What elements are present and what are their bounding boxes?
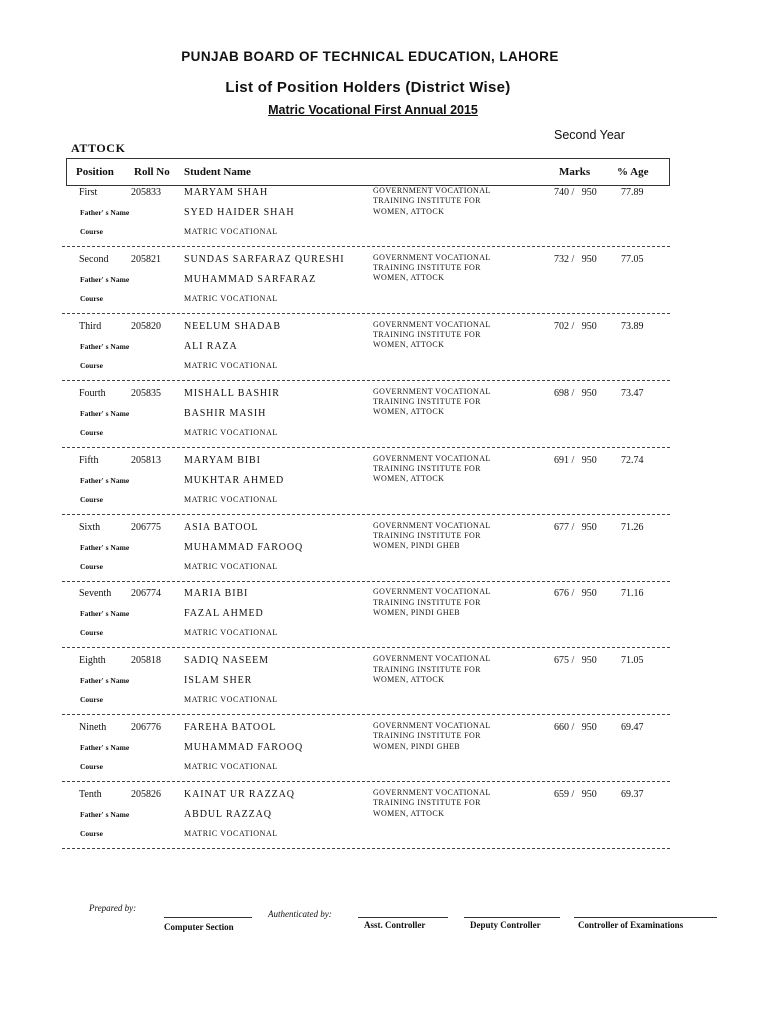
board-title: PUNJAB BOARD OF TECHNICAL EDUCATION, LAHORE [181,49,559,64]
father-name: FAZAL AHMED [184,608,264,620]
marks-value: 740 / 950 [554,187,597,198]
institute-name [373,253,491,284]
institute-line: GOVERNMENT VOCATIONAL [373,252,491,262]
district-name: ATTOCK [71,141,126,155]
roll-number: 205835 [131,387,161,399]
record-separator [62,313,670,314]
institute-line: GOVERNMENT VOCATIONAL [373,520,491,530]
position-holder-record [0,520,768,587]
institute-line: TRAINING INSTITUTE FOR [373,463,481,473]
col-position: Position [76,166,114,178]
position-holder-record [0,720,768,787]
father-name: ALI RAZA [184,340,238,352]
course-name: MATRIC VOCATIONAL [184,829,278,839]
record-separator [62,447,670,448]
student-name: MARYAM BIBI [184,454,261,466]
marks-value: 659 / 950 [554,789,597,801]
institute-name [373,788,491,819]
position-value: First [79,187,98,198]
institute-line: GOVERNMENT VOCATIONAL [373,654,491,664]
father-name-label: Father' s Name [80,475,130,485]
course-name: MATRIC VOCATIONAL [184,695,278,705]
course-name: MATRIC VOCATIONAL [184,293,278,303]
father-name: MUKHTAR AHMED [184,474,285,486]
roll-number: 205820 [131,320,161,332]
marks-value: 677 / 950 [554,521,597,533]
marks-value: 660 / 950 [554,722,597,734]
institute-line: GOVERNMENT VOCATIONAL [373,386,491,396]
position-value: Nineth [79,722,107,734]
course-name: MATRIC VOCATIONAL [184,628,278,638]
institute-line: TRAINING INSTITUTE FOR [373,664,481,674]
father-name: MUHAMMAD FAROOQ [184,541,304,553]
course-name: MATRIC VOCATIONAL [184,427,278,437]
institute-line: GOVERNMENT VOCATIONAL [373,721,491,731]
institute-line: TRAINING INSTITUTE FOR [373,330,481,340]
authenticated-by-label: Authenticated by: [268,909,332,919]
institute-line: WOMEN, PINDI GHEB [373,607,461,617]
institute-line: TRAINING INSTITUTE FOR [373,597,481,607]
institute-name [373,587,491,618]
percentage-value: 73.89 [621,320,644,332]
institute-line: TRAINING INSTITUTE FOR [373,731,481,741]
father-name-label: Father' s Name [80,542,130,552]
father-name-label: Father' s Name [80,743,130,753]
percentage-value: 73.47 [621,387,644,399]
percentage-value: 71.05 [621,655,644,667]
deputy-controller-label: Deputy Controller [470,920,541,930]
marks-value: 702 / 950 [554,320,597,332]
institute-name [373,320,491,351]
student-name: MARIA BIBI [184,588,249,600]
col-roll-no: Roll No [134,166,170,178]
course-label: Course [80,695,103,705]
record-separator [62,246,670,247]
position-value: Third [79,320,102,332]
institute-line: TRAINING INSTITUTE FOR [373,196,481,206]
father-name: BASHIR MASIH [184,407,267,419]
position-value: Eighth [79,655,106,667]
student-name: MARYAM SHAH [184,187,269,198]
marks-value: 732 / 950 [554,253,597,265]
institute-line: WOMEN, ATTOCK [373,674,445,684]
computer-section-signature-line [164,917,252,918]
institute-line: WOMEN, ATTOCK [373,273,445,283]
roll-number: 205813 [131,454,161,466]
institute-name [373,454,491,485]
institute-line: WOMEN, ATTOCK [373,808,445,818]
percentage-value: 71.16 [621,588,644,600]
father-name-label: Father' s Name [80,274,130,284]
course-label: Course [80,227,103,236]
year-label: Second Year [554,128,625,142]
col-marks: Marks [559,166,591,178]
roll-number: 205826 [131,789,161,801]
institute-line: WOMEN, PINDI GHEB [373,741,461,751]
course-label: Course [80,427,103,437]
record-separator [62,380,670,381]
col-student-name: Student Name [184,166,251,178]
institute-line: WOMEN, ATTOCK [373,340,445,350]
father-name: MUHAMMAD FAROOQ [184,742,304,754]
institute-name [373,387,491,418]
percentage-value: 71.26 [621,521,644,533]
roll-number: 206776 [131,722,161,734]
percentage-value: 77.05 [621,253,644,265]
record-separator [62,581,670,582]
student-name: FAREHA BATOOL [184,722,277,734]
father-name-label: Father' s Name [80,341,130,351]
course-label: Course [80,293,103,303]
institute-line: TRAINING INSTITUTE FOR [373,530,481,540]
institute-line: WOMEN, ATTOCK [373,407,445,417]
institute-line: TRAINING INSTITUTE FOR [373,798,481,808]
deputy-controller-signature-line [464,917,560,918]
exam-title: Matric Vocational First Annual 2015 [268,103,478,117]
father-name-label: Father' s Name [80,810,130,820]
position-value: Seventh [79,588,112,600]
father-name-label: Father' s Name [80,609,130,619]
institute-line: GOVERNMENT VOCATIONAL [373,186,491,195]
percentage-value: 69.47 [621,722,644,734]
asst-controller-label: Asst. Controller [364,920,426,930]
course-label: Course [80,628,103,638]
student-name: ASIA BATOOL [184,521,259,533]
father-name-label: Father' s Name [80,408,130,418]
percentage-value: 69.37 [621,789,644,801]
position-holder-record [0,787,768,854]
course-name: MATRIC VOCATIONAL [184,494,278,504]
course-label: Course [80,829,103,839]
position-value: Tenth [79,789,102,801]
course-label: Course [80,360,103,370]
institute-line: GOVERNMENT VOCATIONAL [373,587,491,597]
record-separator [62,514,670,515]
father-name: SYED HAIDER SHAH [184,207,295,218]
record-separator [62,848,670,849]
position-value: Fifth [79,454,99,466]
institute-line: GOVERNMENT VOCATIONAL [373,319,491,329]
position-value: Fourth [79,387,106,399]
position-holder-record [0,653,768,720]
institute-line: TRAINING INSTITUTE FOR [373,396,481,406]
institute-line: WOMEN, ATTOCK [373,206,445,216]
marks-value: 698 / 950 [554,387,597,399]
course-name: MATRIC VOCATIONAL [184,561,278,571]
father-name-label: Father' s Name [80,208,130,217]
student-name: SADIQ NASEEM [184,655,269,667]
course-label: Course [80,762,103,772]
position-holder-record [0,319,768,386]
roll-number: 206774 [131,588,161,600]
prepared-by-label: Prepared by: [89,903,137,913]
marks-value: 675 / 950 [554,655,597,667]
institute-name [373,721,491,752]
computer-section-label: Computer Section [164,922,234,932]
course-label: Course [80,561,103,571]
institute-name [373,521,491,552]
roll-number: 205833 [131,187,161,198]
marks-value: 676 / 950 [554,588,597,600]
list-title: List of Position Holders (District Wise) [225,79,511,96]
position-holder-record [0,386,768,453]
institute-line: GOVERNMENT VOCATIONAL [373,788,491,798]
student-name: SUNDAS SARFARAZ QURESHI [184,253,345,265]
percentage-value: 77.89 [621,187,644,198]
student-name: MISHALL BASHIR [184,387,280,399]
course-name: MATRIC VOCATIONAL [184,762,278,772]
asst-controller-signature-line [358,917,448,918]
father-name: ISLAM SHER [184,675,253,687]
course-name: MATRIC VOCATIONAL [184,227,278,236]
course-label: Course [80,494,103,504]
institute-name [373,186,491,217]
position-value: Sixth [79,521,101,533]
marks-value: 691 / 950 [554,454,597,466]
institute-line: GOVERNMENT VOCATIONAL [373,453,491,463]
col-percentage: % Age [617,166,649,178]
position-value: Second [79,253,109,265]
institute-name [373,654,491,685]
student-name: KAINAT UR RAZZAQ [184,789,295,801]
roll-number: 205821 [131,253,161,265]
position-holder-record [0,185,768,252]
institute-line: TRAINING INSTITUTE FOR [373,263,481,273]
percentage-value: 72.74 [621,454,644,466]
father-name-label: Father' s Name [80,676,130,686]
roll-number: 205818 [131,655,161,667]
position-holder-record [0,453,768,520]
father-name: MUHAMMAD SARFARAZ [184,273,317,285]
controller-signature-line [574,917,717,918]
controller-label: Controller of Examinations [578,920,684,930]
roll-number: 206775 [131,521,161,533]
position-holder-record [0,586,768,653]
father-name: ABDUL RAZZAQ [184,809,272,821]
course-name: MATRIC VOCATIONAL [184,360,278,370]
record-separator [62,647,670,648]
record-separator [62,781,670,782]
institute-line: WOMEN, PINDI GHEB [373,541,461,551]
student-name: NEELUM SHADAB [184,320,281,332]
record-separator [62,714,670,715]
position-holder-record [0,252,768,319]
institute-line: WOMEN, ATTOCK [373,474,445,484]
